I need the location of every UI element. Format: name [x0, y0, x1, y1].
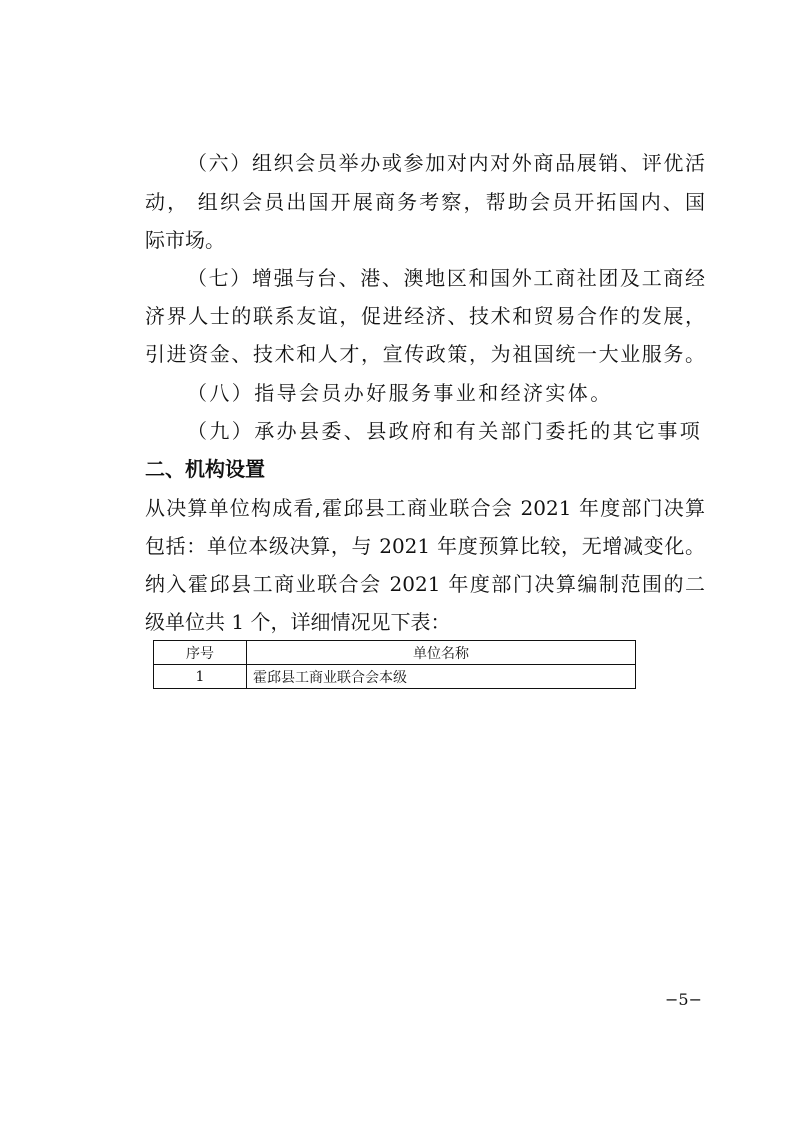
- paragraph-line: 包括：单位本级决算，与 2021 年度预算比较，无增减变化。: [145, 534, 705, 558]
- paragraph-line: 济界人士的联系友谊，促进经济、技术和贸易合作的发展，: [145, 304, 705, 328]
- unit-table: [153, 640, 636, 689]
- header-cell: 序号: [154, 641, 247, 665]
- paragraph-line: （七）增强与台、港、澳地区和国外工商社团及工商经: [187, 266, 705, 290]
- table-cell: 霍邱县工商业联合会本级: [247, 665, 636, 689]
- table-cell: 1: [154, 665, 247, 689]
- table-row: [154, 665, 636, 689]
- paragraph-line: 纳入霍邱县工商业联合会 2021 年度部门决算编制范围的二: [145, 572, 705, 596]
- paragraph-line: （六）组织会员举办或参加对内对外商品展销、评优活: [187, 151, 705, 175]
- paragraph-line: 动， 组织会员出国开展商务考察，帮助会员开拓国内、国: [145, 190, 705, 214]
- header-cell: 单位名称: [247, 641, 636, 665]
- paragraph-line: （九）承办县委、县政府和有关部门委托的其它事项: [187, 419, 703, 443]
- paragraph-line: 级单位共 1 个，详细情况见下表：: [145, 610, 451, 634]
- page-number: −5−: [665, 990, 702, 1009]
- paragraph-line: （八）指导会员办好服务事业和经济实体。: [187, 381, 613, 405]
- paragraph-line: 从决算单位构成看,霍邱县工商业联合会 2021 年度部门决算: [145, 496, 705, 520]
- table-header-row: [154, 641, 636, 665]
- section-heading: 二、机构设置: [145, 457, 265, 481]
- paragraph-line: 引进资金、技术和人才，宣传政策，为祖国统一大业服务。: [145, 342, 705, 366]
- paragraph-line: 际市场。: [145, 228, 225, 252]
